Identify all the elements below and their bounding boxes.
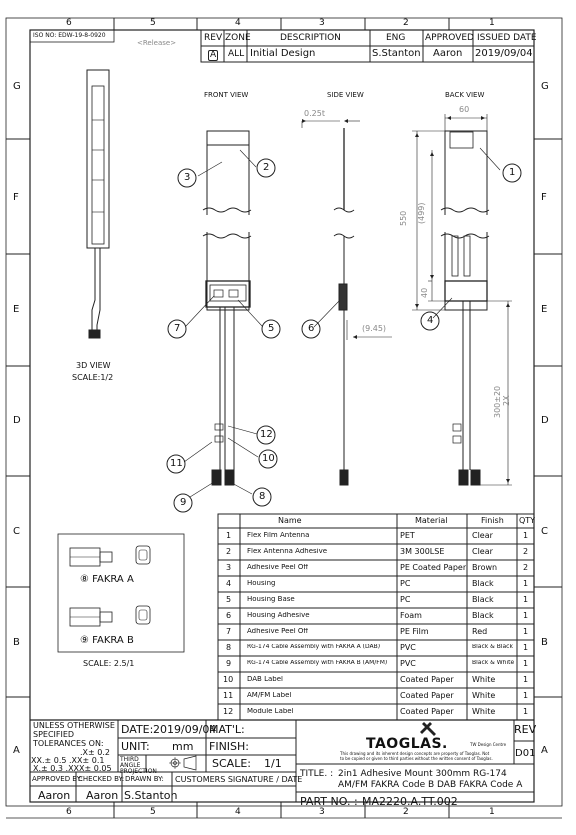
bom-finish-cell: Clear (472, 532, 493, 540)
balloon-3: 3 (184, 172, 191, 183)
balloon-7: 7 (174, 323, 181, 334)
fakra-b-label: ⑨ FAKRA B (80, 635, 134, 646)
bom-no-cell: 6 (226, 612, 232, 620)
dim-housing-depth: (9.45) (362, 324, 387, 333)
row-label: C (541, 526, 548, 537)
date-value: 2019/09/04 (153, 723, 217, 736)
column-label: 2 (403, 807, 409, 817)
tolerance-note: SPECIFIED (33, 730, 75, 739)
bom-name-cell: RG-174 Cable Assembly with FAKRA B (AM/FM) (247, 660, 388, 666)
bom-material-cell: PE Coated Paper (400, 564, 467, 572)
eng-header: ENG (386, 33, 406, 43)
bom-name-cell: Adhesive Peel Off (247, 628, 309, 635)
release-stamp: <Release> (137, 39, 177, 47)
rev-approved: Aaron (433, 48, 463, 59)
bom-qty-cell: 1 (523, 532, 529, 540)
bom-no-cell: 10 (223, 676, 234, 684)
bom-qty-cell: 2 (523, 548, 529, 556)
column-label: 2 (403, 18, 409, 28)
column-label: 5 (150, 807, 156, 817)
bom-no-cell: 7 (226, 628, 232, 636)
part-number: MA2220.A.TT.002 (362, 795, 458, 808)
bom-name-cell: Housing Base (247, 596, 295, 603)
tolerance-note: UNLESS OTHERWISE (33, 721, 115, 730)
bom-header-name: Name (278, 517, 302, 525)
bom-no-cell: 1 (226, 532, 232, 540)
bom-name-cell: RG-174 Cable Assembly with FAKRA A (DAB) (247, 644, 381, 650)
column-label: 6 (66, 807, 72, 817)
rev-description: Initial Design (250, 48, 316, 59)
rev-label: REV (514, 723, 537, 736)
balloon-5: 5 (268, 323, 275, 334)
bom-qty-cell: 1 (523, 644, 529, 652)
disclaimer: to be copied or given to third parties without the written consent of Taoglas. (340, 756, 493, 761)
fakra-a-label: ⑧ FAKRA A (80, 574, 134, 585)
drawn-by: S.Stanton (124, 789, 178, 802)
bom-finish-cell: White (472, 692, 496, 700)
row-label: A (13, 745, 20, 756)
bom-finish-cell: Black & Black (472, 644, 513, 650)
balloon-1: 1 (509, 167, 516, 178)
balloon-9: 9 (180, 497, 187, 508)
bom-no-cell: 2 (226, 548, 232, 556)
bom-header-qty: QTY (519, 517, 536, 525)
iso-number: ISO NO: EDW-19-8-0920 (33, 32, 106, 39)
dim-cable-length: 300±20 (493, 385, 502, 418)
rev-zone: ALL (228, 49, 245, 59)
bom-header-material: Material (415, 517, 448, 525)
dim-width: 60 (459, 105, 470, 114)
scale-value: 1/1 (264, 757, 282, 770)
row-label: G (541, 81, 549, 92)
approved-header: APPROVED (425, 33, 474, 43)
bom-qty-cell: 1 (523, 660, 529, 668)
front-view-label: FRONT VIEW (204, 91, 249, 99)
material-label: MAT'L: (209, 723, 245, 736)
bom-qty-cell: 1 (523, 676, 529, 684)
row-label: C (13, 526, 20, 537)
bom-finish-cell: Black (472, 580, 494, 588)
bom-qty-cell: 1 (523, 708, 529, 716)
bom-name-cell: Flex Film Antenna (247, 532, 310, 539)
row-label: F (541, 192, 547, 203)
bom-header-finish: Finish (481, 517, 504, 525)
tolerance-value: X.± 0.3 .XXX± 0.05 (33, 764, 112, 773)
bom-material-cell: PVC (400, 660, 416, 668)
side-view-label: SIDE VIEW (327, 91, 364, 99)
row-label: A (541, 745, 548, 756)
bom-name-cell: Flex Antenna Adhesive (247, 548, 328, 555)
bom-qty-cell: 1 (523, 628, 529, 636)
bom-no-cell: 9 (226, 660, 232, 668)
bom-name-cell: Adhesive Peel Off (247, 564, 309, 571)
balloon-4: 4 (427, 315, 434, 326)
bom-name-cell: DAB Label (247, 676, 283, 683)
bom-qty-cell: 1 (523, 580, 529, 588)
bom-material-cell: Coated Paper (400, 708, 454, 716)
row-label: E (13, 304, 20, 315)
bom-material-cell: Coated Paper (400, 692, 454, 700)
balloon-8: 8 (259, 491, 266, 502)
bom-qty-cell: 1 (523, 692, 529, 700)
company-logo: TAOGLAS. (366, 736, 448, 752)
bom-material-cell: PVC (400, 644, 416, 652)
rev-issued-date: 2019/09/04 (475, 48, 533, 59)
bom-finish-cell: Black & White (472, 660, 515, 666)
dim-length-ref: (499) (417, 202, 426, 224)
connector-scale: SCALE: 2.5/1 (83, 659, 135, 668)
rev-value: D01 (515, 748, 536, 759)
bom-no-cell: 11 (223, 692, 234, 700)
bom-no-cell: 5 (226, 596, 232, 604)
bom-finish-cell: White (472, 708, 496, 716)
rev-triangle-icon: A (210, 50, 217, 60)
column-label: 3 (319, 807, 325, 817)
column-label: 6 (66, 18, 72, 28)
drawing-title-2: AM/FM FAKRA Code B DAB FAKRA Code A (338, 780, 523, 790)
zone-header: ZONE (225, 33, 251, 43)
bom-finish-cell: Red (472, 628, 488, 636)
balloon-2: 2 (263, 162, 270, 173)
bom-name-cell: Housing (247, 580, 276, 587)
column-label: 3 (319, 18, 325, 28)
balloon-10: 10 (262, 453, 275, 464)
row-label: D (541, 415, 549, 426)
bom-material-cell: Coated Paper (400, 676, 454, 684)
bom-material-cell: PC (400, 580, 411, 588)
column-label: 5 (150, 18, 156, 28)
dim-thickness: 0.25t (304, 109, 325, 118)
drawn-by-label: DRAWN BY: (125, 775, 164, 783)
tolerance-note: TOLERANCES ON: (33, 739, 104, 748)
checked-by-label: CHECKED BY: (78, 775, 125, 783)
bom-no-cell: 8 (226, 644, 232, 652)
customer-signature-label: CUSTOMERS SIGNATURE / DATE (175, 775, 303, 784)
part-number-label: PART NO. : (300, 795, 358, 808)
disclaimer: This drawing and its inherent design concepts are property of Taoglas. Not (340, 751, 490, 756)
balloon-12: 12 (260, 429, 273, 440)
rev-header: REV (204, 33, 223, 43)
bom-no-cell: 4 (226, 580, 232, 588)
rev-eng: S.Stanton (372, 48, 421, 59)
projection-label: THIRD ANGLE PROJECTION (120, 756, 157, 775)
dim-cable-qty: 2X (502, 395, 511, 406)
title-label: TITLE. : (300, 769, 334, 779)
bom-finish-cell: Black (472, 612, 494, 620)
dim-length: 550 (399, 210, 408, 226)
bom-material-cell: Foam (400, 612, 422, 620)
tolerance-value: .X± 0.2 (80, 748, 110, 757)
row-label: F (13, 192, 19, 203)
bom-qty-cell: 1 (523, 612, 529, 620)
bom-qty-cell: 2 (523, 564, 529, 572)
checked-by: Aaron (86, 789, 119, 802)
issued-date-header: ISSUED DATE (477, 33, 537, 43)
bom-finish-cell: Black (472, 596, 494, 604)
bom-no-cell: 12 (223, 708, 234, 716)
balloon-11: 11 (170, 458, 183, 469)
column-label: 4 (235, 807, 241, 817)
bom-material-cell: PET (400, 532, 415, 540)
tolerance-value: XX.± 0.5 .XX± 0.1 (31, 756, 105, 765)
bom-material-cell: PE Film (400, 628, 429, 636)
unit-label: UNIT: (121, 740, 150, 753)
approved-by: Aaron (38, 789, 71, 802)
column-label: 1 (489, 18, 495, 28)
back-view-label: BACK VIEW (445, 91, 485, 99)
bom-no-cell: 3 (226, 564, 232, 572)
drawing-title: 2in1 Adhesive Mount 300mm RG-174 (338, 769, 507, 779)
dim-housing: 40 (420, 287, 429, 298)
bom-finish-cell: White (472, 676, 496, 684)
bom-name-cell: Module Label (247, 708, 294, 715)
bom-finish-cell: Brown (472, 564, 498, 572)
row-label: E (541, 304, 548, 315)
balloon-6: 6 (308, 323, 315, 334)
row-label: B (13, 637, 20, 648)
scale-label: SCALE: (212, 757, 251, 770)
unit-value: mm (172, 740, 194, 753)
bom-name-cell: Housing Adhesive (247, 612, 310, 619)
row-label: D (13, 415, 21, 426)
column-label: 1 (489, 807, 495, 817)
company-sub: TW Design Centre (470, 742, 507, 747)
bom-material-cell: 3M 300LSE (400, 548, 445, 556)
row-label: B (541, 637, 548, 648)
bom-material-cell: PC (400, 596, 411, 604)
3d-view-label: 3D VIEW (76, 361, 111, 370)
row-label: G (13, 81, 21, 92)
description-header: DESCRIPTION (280, 33, 341, 43)
bom-finish-cell: Clear (472, 548, 493, 556)
bom-name-cell: AM/FM Label (247, 692, 292, 699)
column-label: 4 (235, 18, 241, 28)
finish-label: FINISH: (209, 740, 250, 753)
date-label: DATE: (121, 723, 154, 736)
approved-by-label: APPROVED BY: (32, 775, 83, 783)
bom-qty-cell: 1 (523, 596, 529, 604)
3d-view-scale: SCALE:1/2 (72, 373, 114, 382)
